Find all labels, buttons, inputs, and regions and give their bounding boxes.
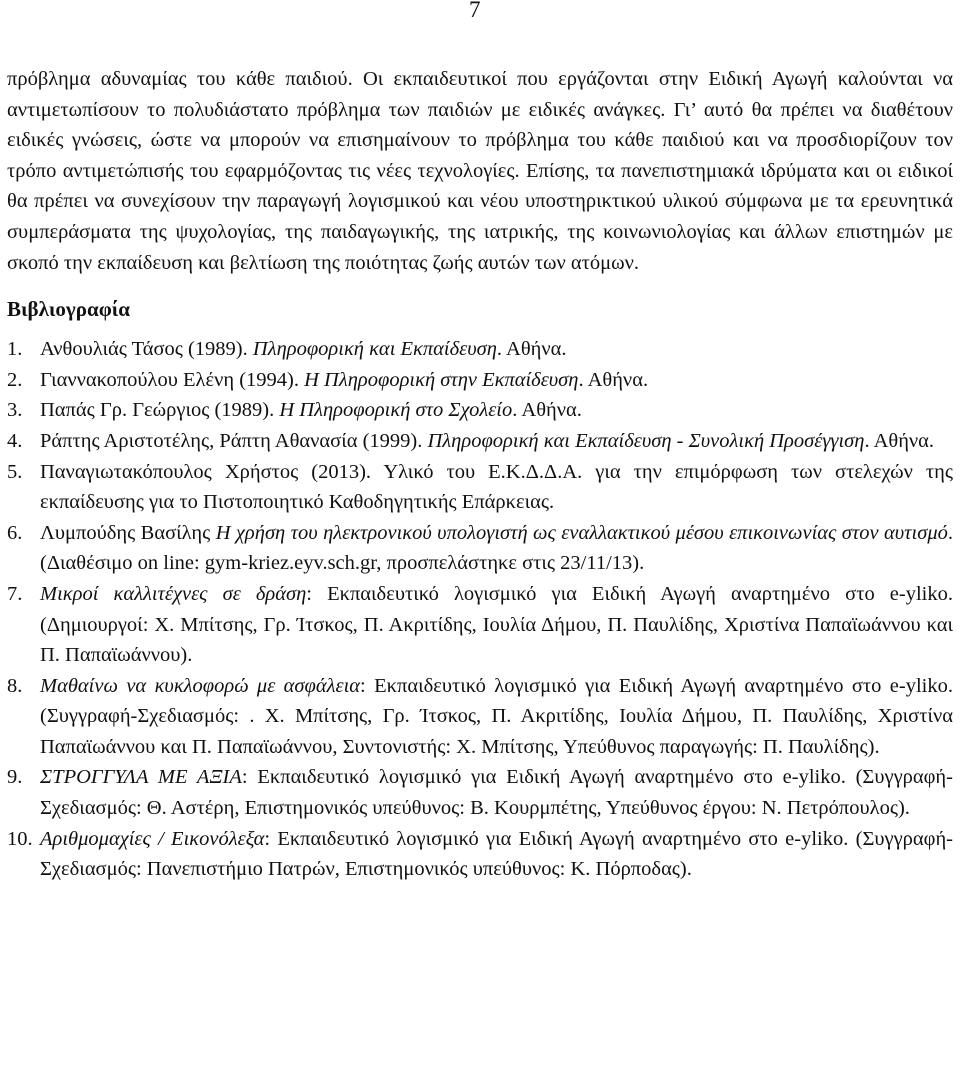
item-title: ΣΤΡΟΓΓΥΛΑ ΜΕ ΑΞΙΑ: [40, 766, 242, 789]
item-text: Παναγιωτακόπουλος Χρήστος (2013). Υλικό του Ε.Κ.Δ.Δ.Α. για την επιμόρφωση των στελεχών της εκπαίδευσης για το Πιστοποιητικό Καθοδηγητικής Επάρκειας.: [40, 460, 953, 514]
bibliography-item: [7, 457, 953, 518]
item-text-after: : Εκπαιδευτικό λογισμικό για Ειδική Αγωγή αναρτημένο στο e-yliko. (Συγγραφή-Σχεδιασμός: . Χ. Μπίτσης, Γρ. Ίτσκος, Π. Ακριτίδης, Ιουλία Δήμου, Π. Παυλίδης, Χριστίνα Παπαϊωάννου και Π. Παπαϊωάννου, Συντονιστής: Χ. Μπίτσης, Υπεύθυνος παραγωγής: Π. Παυλίδης).: [40, 674, 953, 758]
item-text-after: : Εκπαιδευτικό λογισμικό για Ειδική Αγωγή αναρτημένο στο e-yliko. (Συγγραφή-Σχεδιασμός: Πανεπιστήμιο Πατρών, Επιστημονικός υπεύθυνος: Κ. Πόρποδας).: [40, 827, 953, 881]
item-title: Αριθμομαχίες / Εικονόλεξα: [40, 827, 265, 850]
item-number: 10.: [7, 827, 33, 850]
page-number-text: 7: [469, 0, 481, 22]
item-title: Πληροφορική και Εκπαίδευση - Συνολική Προσέγγιση: [427, 429, 865, 452]
item-title: Η Πληροφορική στην Εκπαίδευση: [304, 368, 579, 391]
item-title: Μικροί καλλιτέχνες σε δράση: [40, 582, 307, 605]
page-content: [7, 64, 953, 885]
bibliography-item: [7, 334, 953, 365]
bibliography-item: [7, 579, 953, 671]
item-text-after: : Εκπαιδευτικό λογισμικό για Ειδική Αγωγή αναρτημένο στο e-yliko. (Δημιουργοί: Χ. Μπίτσης, Γρ. Ίτσκος, Π. Ακριτίδης, Ιουλία Δήμου, Π. Παυλίδης, Χριστίνα Παπαϊωάννου και Π. Παπαϊωάννου).: [40, 582, 953, 667]
item-text-after: . (Διαθέσιμο on line: gym-kriez.eyv.sch.gr, προσπελάστηκε στις 23/11/13).: [40, 521, 953, 575]
bibliography-item: [7, 671, 953, 763]
item-title: Η Πληροφορική στο Σχολείο: [279, 399, 513, 422]
item-text-after: . Αθήνα.: [496, 338, 567, 361]
bibliography-item: [7, 365, 953, 396]
bibliography-heading: Βιβλιογραφία: [7, 297, 131, 322]
item-text: Γιαννακοπούλου Ελένη (1994).: [40, 368, 305, 391]
item-number: 4.: [7, 429, 23, 452]
item-text: Ανθουλιάς Τάσος (1989).: [40, 338, 253, 361]
item-text: Λυμπούδης Βασίλης: [40, 521, 216, 544]
item-number: 3.: [7, 399, 23, 422]
body-paragraph: πρόβλημα αδυναμίας του κάθε παιδιού. Οι εκπαιδευτικοί που εργάζονται στην Ειδική Αγωγή καλούνται να αντιμετωπίσουν το πολυδιάστατο πρόβλημα των παιδιών με ειδικές ανάγκες. Γι’ αυτό θα πρέπει να διαθέτουν ειδικές γνώσεις, ώστε να μπορούν να επισημαίνουν το πρόβλημα του κάθε παιδιού και να προσδιορίζουν τον τρόπο αντιμετώπισής του εφαρμόζοντας τις νέες τεχνολογίες. Επίσης, τα πανεπιστημιακά ιδρύματα και οι ειδικοί θα πρέπει να συνεχίσουν την παραγωγή λογισμικού και νέου υποστηρικτικού υλικού σύμφωνα με τα ερευνητικά συμπεράσματα της ψυχολογίας, της παιδαγωγικής, της ιατρικής, της κοινωνιολογίας και άλλων επιστημών με σκοπό την εκπαίδευση και βελτίωση της ποιότητας ζωής αυτών των ατόμων.: [7, 68, 953, 274]
item-text-after: . Αθήνα.: [578, 368, 649, 391]
item-text: Παπάς Γρ. Γεώργιος (1989).: [40, 399, 280, 422]
item-number: 6.: [7, 521, 23, 544]
item-number: 5.: [7, 460, 23, 483]
item-text-after: . Αθήνα.: [864, 429, 935, 452]
item-title: Η χρήση του ηλεκτρονικού υπολογιστή ως εναλλακτικού μέσου επικοινωνίας στον αυτισμό: [215, 521, 948, 544]
bibliography-item: [7, 762, 953, 823]
bibliography-item: [7, 395, 953, 426]
item-number: 9.: [7, 766, 23, 789]
item-title: Πληροφορική και Εκπαίδευση: [252, 338, 497, 361]
item-text: Ράπτης Αριστοτέλης, Ράπτη Αθανασία (1999).: [40, 429, 428, 452]
item-number: 7.: [7, 582, 23, 605]
bibliography-list: [7, 334, 953, 885]
bibliography-item: [7, 426, 953, 457]
bibliography-item: [7, 518, 953, 579]
item-text-after: . Αθήνα.: [512, 399, 582, 422]
item-number: 2.: [7, 368, 23, 391]
bibliography-item: [7, 824, 953, 885]
item-number: 8.: [7, 674, 23, 697]
item-title: Μαθαίνω να κυκλοφορώ με ασφάλεια: [40, 674, 361, 697]
item-number: 1.: [7, 338, 23, 361]
item-text-after: : Εκπαιδευτικό λογισμικό για Ειδική Αγωγή αναρτημένο στο e-yliko. (Συγγραφή-Σχεδιασμός: Θ. Αστέρη, Επιστημονικός υπεύθυνος: Β. Κουρμπέτης, Υπεύθυνος έργου: Ν. Πετρόπουλος).: [40, 766, 953, 820]
